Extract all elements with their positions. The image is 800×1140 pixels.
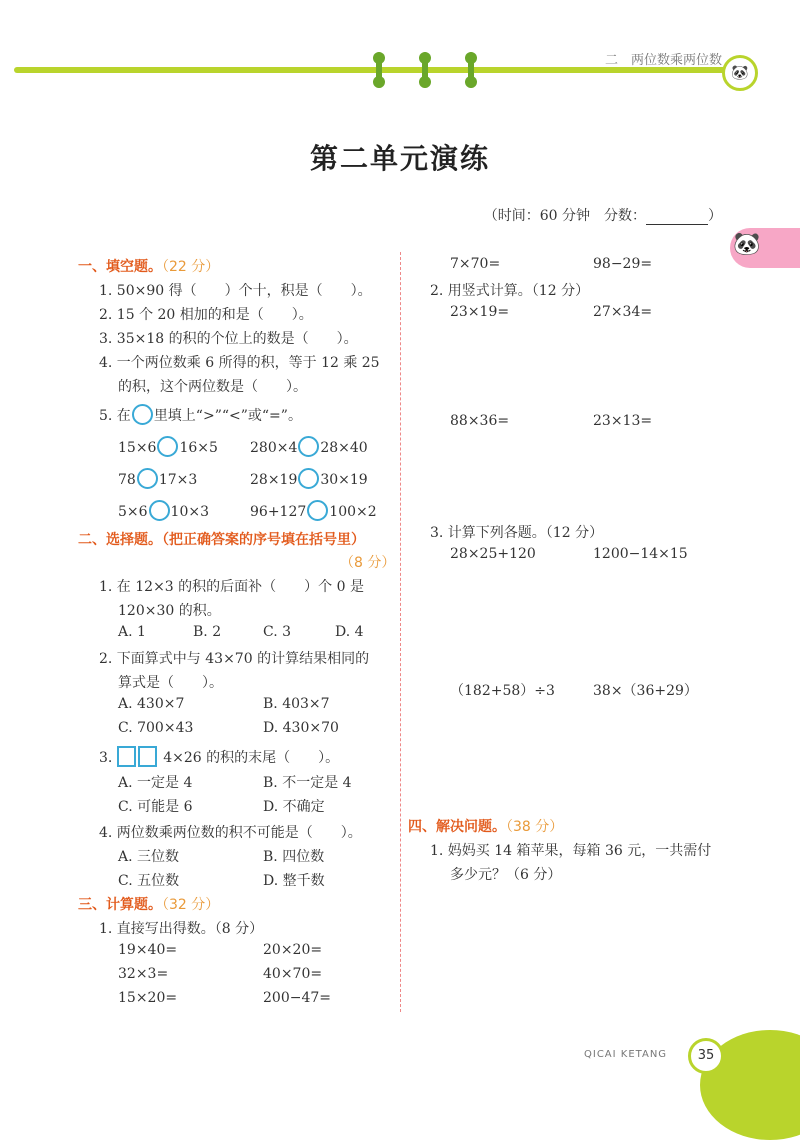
choice-q1: 1. 在 12×3 的积的后面补（ ）个 0 是	[99, 579, 364, 595]
choice-option: D. 整千数	[263, 873, 325, 889]
calc-q2: 2. 用竖式计算。（12 分）	[430, 283, 590, 299]
compare-circle[interactable]	[157, 436, 178, 457]
choice-option: C. 可能是 6	[118, 799, 193, 815]
choice-option: D. 4	[335, 624, 364, 640]
fill-q4-cont: 的积，这个两位数是（ ）。	[118, 379, 307, 395]
problem-q1: 1. 妈妈买 14 箱苹果，每箱 36 元，一共需付	[430, 843, 712, 859]
calc-q1: 1. 直接写出得数。（8 分）	[99, 921, 264, 937]
part3-heading: 三、计算题。（32 分）	[78, 897, 220, 913]
binder-pin-icon	[422, 52, 428, 88]
oral-calc: 32×3=	[118, 966, 169, 982]
mixed-calc: 28×25+120	[450, 546, 536, 562]
oral-calc: 7×70=	[450, 256, 501, 272]
choice-option: A. 430×7	[118, 696, 185, 712]
panda-icon: 🐼	[733, 232, 761, 257]
vertical-calc: 23×19=	[450, 304, 510, 320]
time-score-line: （时间：60 分钟 分数： ）	[483, 208, 722, 224]
oral-calc: 40×70=	[263, 966, 323, 982]
choice-q2: 2. 下面算式中与 43×70 的计算结果相同的	[99, 651, 370, 667]
choice-option: A. 一定是 4	[118, 775, 193, 791]
part2-heading: 二、选择题。（把正确答案的序号填在括号里）	[78, 532, 365, 548]
choice-q2-cont: 算式是（ ）。	[118, 675, 223, 691]
mixed-calc: 1200−14×15	[593, 546, 688, 562]
binder-pin-icon	[376, 52, 382, 88]
fill-q3: 3. 35×18 的积的个位上的数是（ ）。	[99, 331, 358, 347]
choice-option: C. 五位数	[118, 873, 180, 889]
compare-circle[interactable]	[149, 500, 170, 521]
compare-item: 28×19 30×19	[250, 468, 368, 489]
vertical-calc: 27×34=	[593, 304, 653, 320]
choice-option: B. 四位数	[263, 849, 325, 865]
oral-calc: 15×20=	[118, 990, 178, 1006]
compare-item: 280×4 28×40	[250, 436, 368, 457]
compare-circle[interactable]	[137, 468, 158, 489]
choice-option: C. 700×43	[118, 720, 194, 736]
compare-circle[interactable]	[298, 468, 319, 489]
problem-q1-cont: 多少元？（6 分）	[450, 867, 562, 883]
vertical-calc: 88×36=	[450, 413, 510, 429]
page-number: 35	[688, 1038, 724, 1074]
choice-option: A. 三位数	[118, 849, 180, 865]
choice-option: B. 403×7	[263, 696, 330, 712]
compare-item: 96+127 100×2	[250, 500, 377, 521]
score-blank[interactable]	[646, 210, 708, 225]
section-label: 二 两位数乘两位数	[604, 53, 722, 68]
digit-box[interactable]	[117, 746, 136, 767]
mixed-calc: 38×（36+29）	[593, 683, 698, 699]
choice-q3: 3. 4×26 的积的末尾（ ）。	[99, 746, 339, 767]
binder-pin-icon	[468, 52, 474, 88]
fill-q1: 1. 50×90 得（ ）个十，积是（ ）。	[99, 283, 372, 299]
choice-q1-cont: 120×30 的积。	[118, 603, 221, 619]
oral-calc: 19×40=	[118, 942, 178, 958]
fill-q2: 2. 15 个 20 相加的和是（ ）。	[99, 307, 313, 323]
footer-brand: QICAI KETANG	[584, 1049, 668, 1060]
part2-points: （8 分）	[340, 555, 396, 571]
fill-q5: 5. 在 里填上“>”“<”或“=”。	[99, 404, 302, 425]
choice-option: C. 3	[263, 624, 292, 640]
compare-item: 5×6 10×3	[118, 500, 209, 521]
mixed-calc: （182+58）÷3	[450, 683, 555, 699]
choice-option: A. 1	[118, 624, 146, 640]
digit-box[interactable]	[138, 746, 157, 767]
compare-circle[interactable]	[307, 500, 328, 521]
compare-circle[interactable]	[298, 436, 319, 457]
choice-q4: 4. 两位数乘两位数的积不可能是（ ）。	[99, 825, 362, 841]
oral-calc: 98−29=	[593, 256, 653, 272]
mascot-badge-icon: 🐼	[722, 55, 758, 91]
choice-option: D. 不确定	[263, 799, 325, 815]
oral-calc: 200−47=	[263, 990, 331, 1006]
part4-heading: 四、解决问题。（38 分）	[408, 819, 564, 835]
page-title: 第二单元演练	[309, 142, 490, 175]
compare-item: 15×6 16×5	[118, 436, 218, 457]
compare-circle-icon	[132, 404, 153, 425]
column-divider	[400, 252, 401, 1012]
choice-option: B. 2	[193, 624, 222, 640]
calc-q3: 3. 计算下列各题。（12 分）	[430, 525, 604, 541]
fill-q4: 4. 一个两位数乘 6 所得的积，等于 12 乘 25	[99, 355, 380, 371]
part1-heading: 一、填空题。（22 分）	[78, 259, 220, 275]
compare-item: 78 17×3	[118, 468, 197, 489]
vertical-calc: 23×13=	[593, 413, 653, 429]
choice-option: B. 不一定是 4	[263, 775, 352, 791]
oral-calc: 20×20=	[263, 942, 323, 958]
choice-option: D. 430×70	[263, 720, 339, 736]
